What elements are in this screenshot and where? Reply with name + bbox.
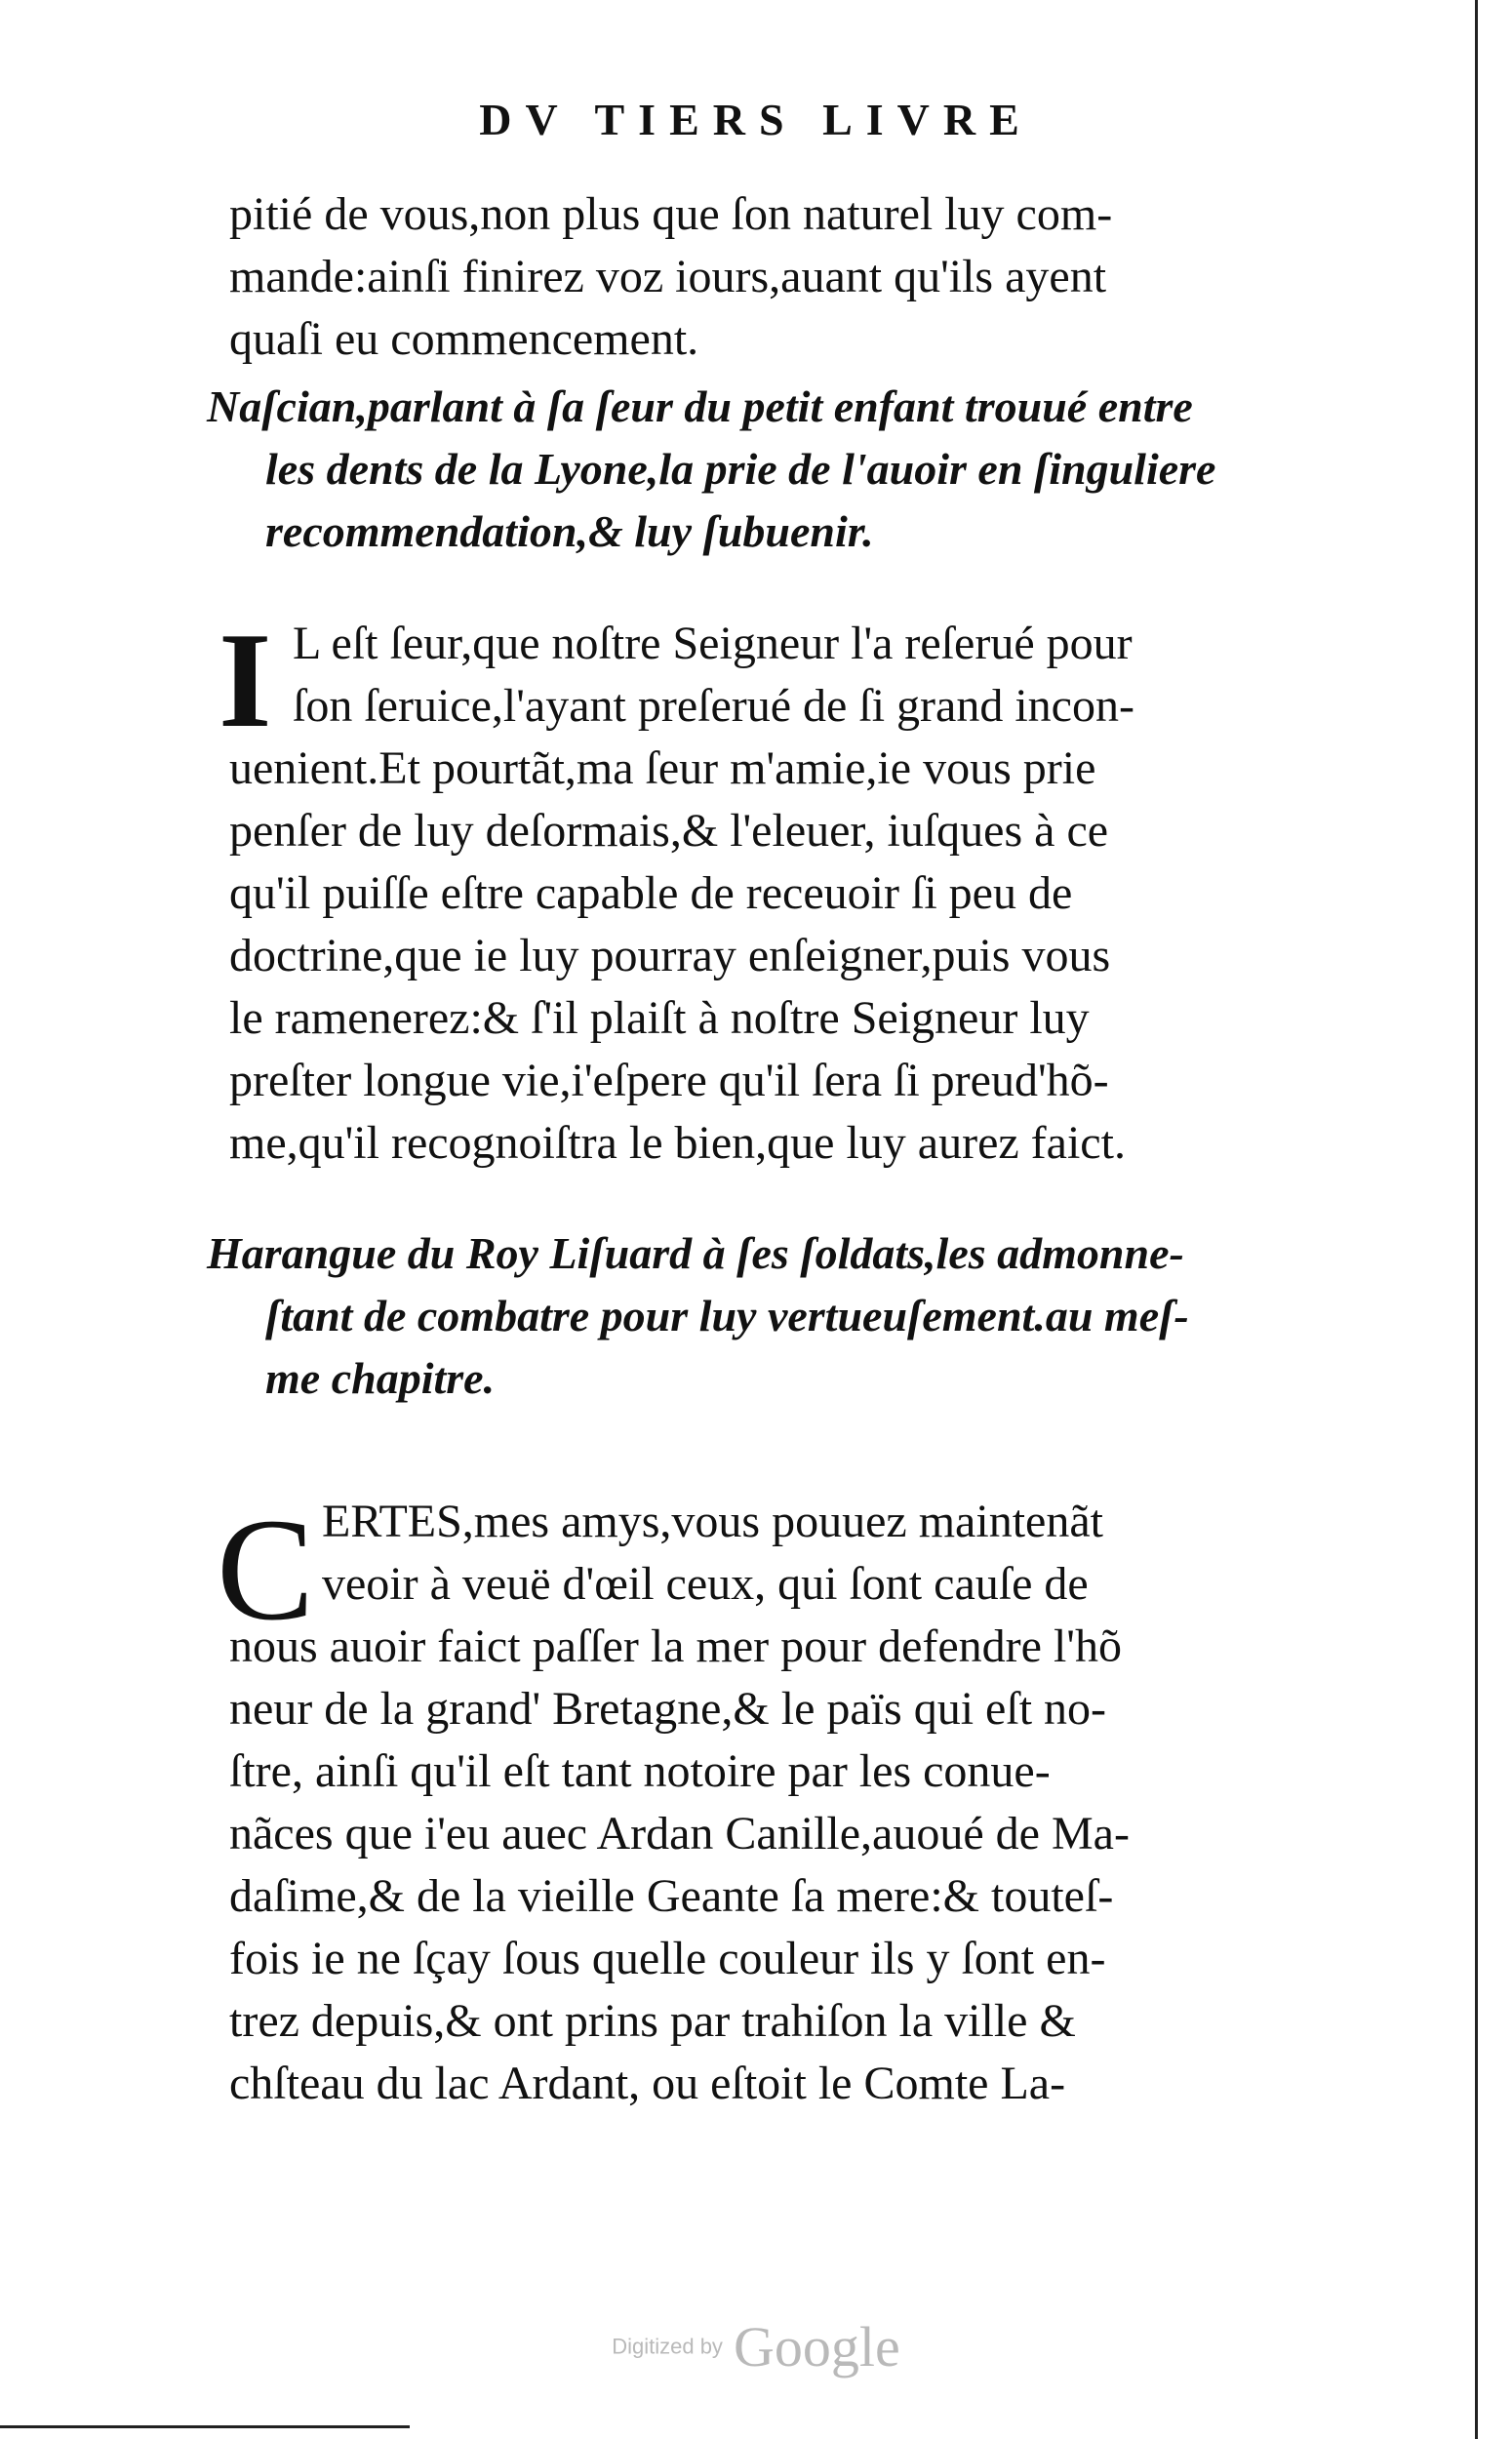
rubric-line: les dents de la Lyone,la prie de l'auoir en ſinguliere [265, 444, 1216, 494]
body-line: qu'il puiſſe eſtre capable de receuoir ſi peu de [229, 867, 1073, 919]
body-line: doctrine,que ie luy pourray enſeigner,puis vous [229, 930, 1111, 981]
body-line: ſtre, ainſi qu'il eſt tant notoire par les conue- [229, 1745, 1051, 1797]
rubric-line: me chapitre. [265, 1353, 496, 1403]
body-line: pitié de vous,non plus que ſon naturel luy com- [229, 188, 1113, 240]
body-line: preſter longue vie,i'eſpere qu'il ſera ſi preud'hõ- [229, 1055, 1109, 1106]
rubric-line: recommendation,& luy ſubuenir. [265, 506, 874, 556]
body-line: fois ie ne ſçay ſous quelle couleur ils y ſont en- [229, 1933, 1106, 1984]
body-line: le ramenerez:& ſ'il plaiſt à noſtre Seigneur luy [229, 992, 1090, 1044]
body-line: mande:ainſi finirez voz iours,auant qu'ils ayent [229, 251, 1107, 302]
rubric-line: Harangue du Roy Liſuard à ſes ſoldats,les admonne- [207, 1228, 1184, 1278]
body-line: quaſi eu commencement. [229, 313, 699, 365]
digitization-watermark [0, 2314, 1512, 2379]
drop-cap-initial: C [217, 1489, 315, 1651]
body-line: trez depuis,& ont prins par trahiſon la ville & [229, 1995, 1076, 2047]
body-line: me,qu'il recognoiſtra le bien,que luy aurez faict. [229, 1117, 1126, 1169]
scan-edge-bottom [0, 2425, 410, 2428]
rubric-line: Naſcian,parlant à ſa ſeur du petit enfant trouué entre [207, 381, 1193, 431]
body-line: veoir à veuë d'œil ceux, qui ſont cauſe de [322, 1558, 1089, 1610]
scan-edge-right [1475, 0, 1478, 2439]
body-line: daſime,& de la vieille Geante ſa mere:& touteſ- [229, 1870, 1114, 1922]
body-line: nous auoir faict paſſer la mer pour defendre l'hõ [229, 1620, 1122, 1672]
body-line: chſteau du lac Ardant, ou eſtoit le Comte La- [229, 2058, 1066, 2109]
watermark-prefix: Digitized by [612, 2334, 723, 2359]
body-line: nãces que i'eu auec Ardan Canille,auoué de Ma- [229, 1808, 1130, 1859]
body-line: penſer de luy deſormais,& l'eleuer, iuſques à ce [229, 805, 1109, 857]
body-line: uenient.Et pourtãt,ma ſeur m'amie,ie vous prie [229, 742, 1096, 794]
google-logo: Google [734, 2315, 900, 2379]
body-line: neur de la grand' Bretagne,& le païs qui eſt no- [229, 1683, 1107, 1735]
body-line: ſon ſeruice,l'ayant preſerué de ſi grand incon- [293, 680, 1134, 732]
drop-cap-initial: I [219, 605, 272, 756]
rubric-line: ſtant de combatre pour luy vertueuſement.au meſ- [265, 1291, 1189, 1340]
body-line-first: L eſt ſeur,que noſtre Seigneur l'a reſerué pour [293, 618, 1133, 669]
body-line-first: ERTES,mes amys,vous pouuez maintenãt [322, 1496, 1103, 1547]
running-head: DV TIERS LIVRE [479, 95, 1033, 144]
